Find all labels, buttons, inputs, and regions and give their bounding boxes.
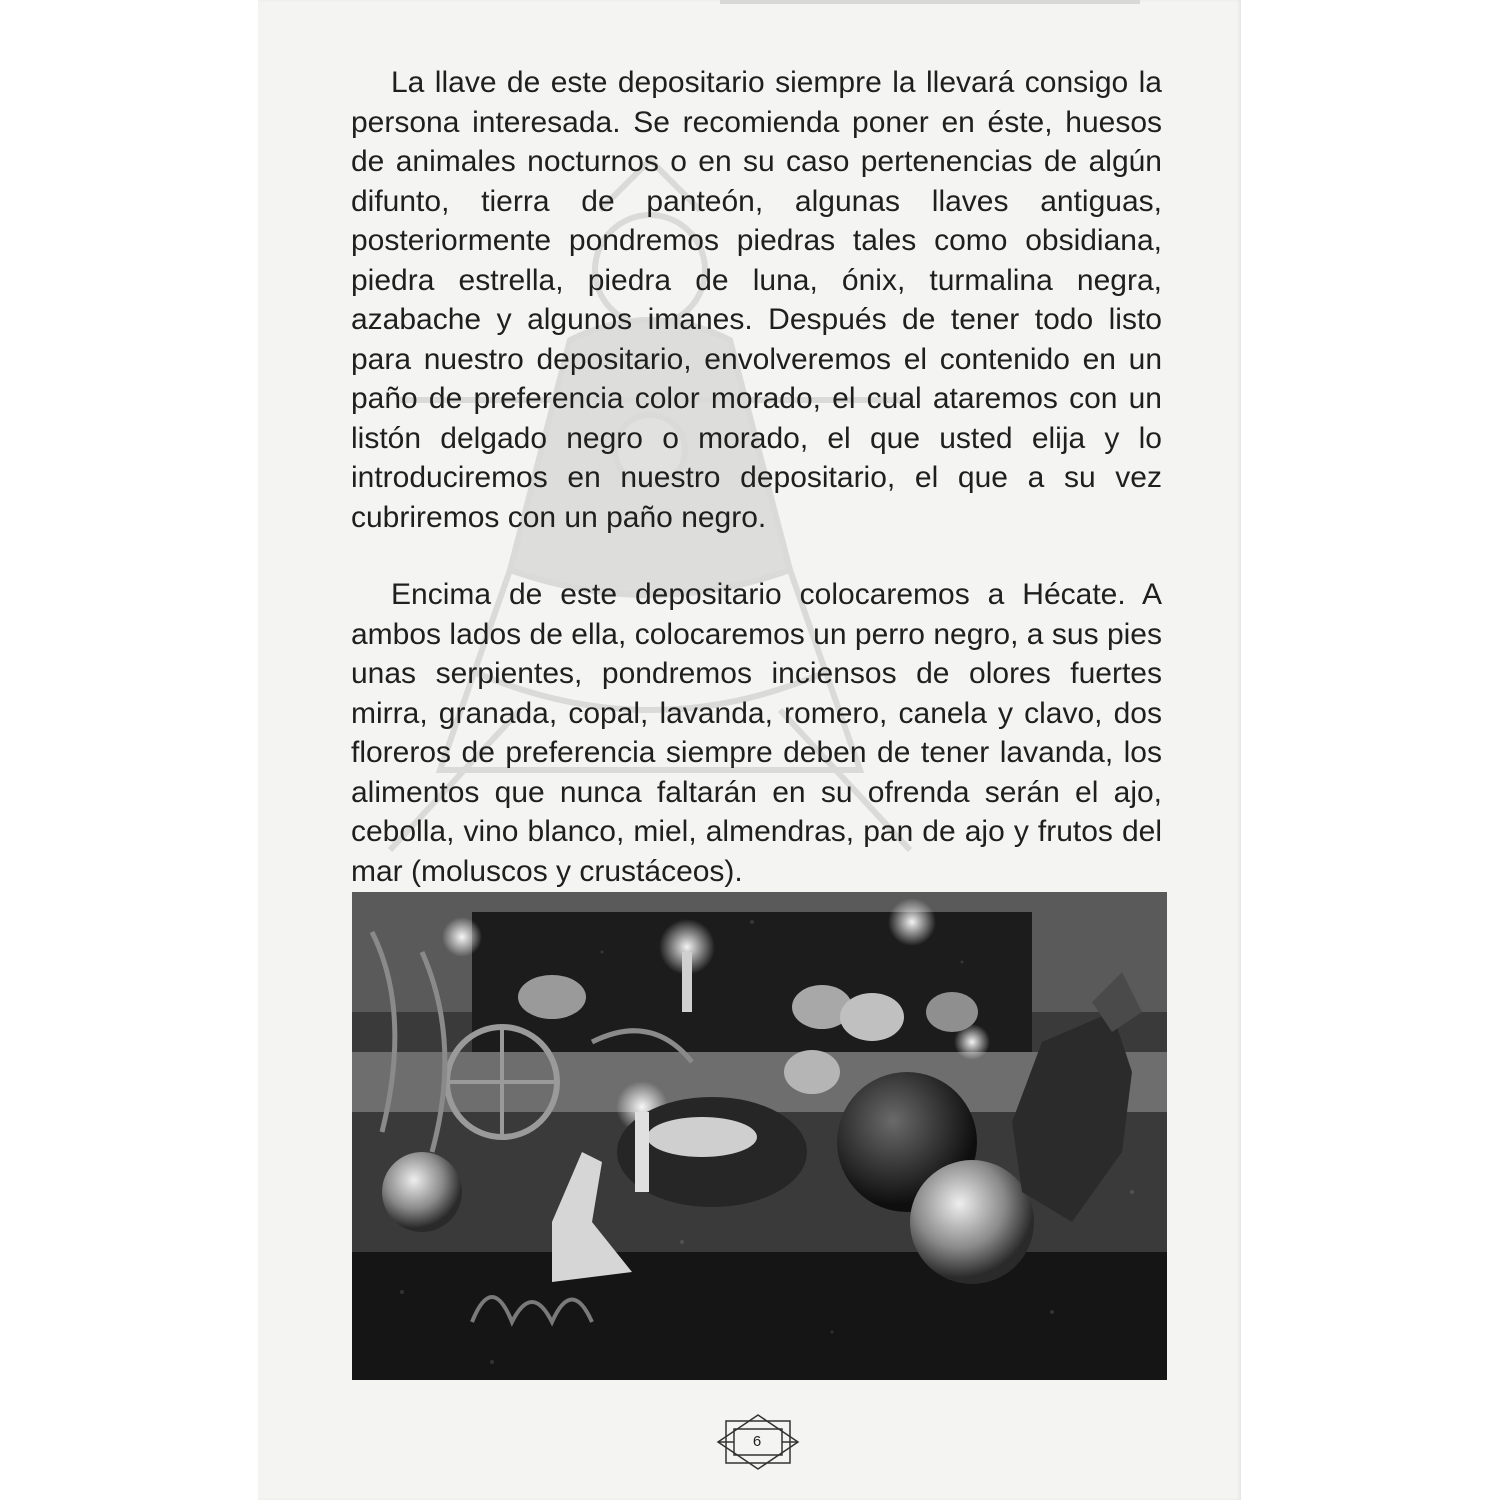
scan-edge-mark bbox=[720, 0, 1140, 4]
body-paragraph-2: Encima de este depositario colocaremos a Hécate. A ambos lados de ella, colocaremos un perro negro, a sus pies unas serpientes, pondremos inciensos de olores fuertes mirra, granada, copal, lavanda, romero, canela y clavo, dos floreros de preferencia siempre deben de tener lavanda, los alimentos que nunca faltarán en su ofrenda serán el ajo, cebolla, vino blanco, miel, almendras, pan de ajo y frutos del mar (moluscos y crustáceos). bbox=[351, 578, 1162, 888]
altar-photo bbox=[352, 892, 1167, 1380]
page-number: 6 bbox=[752, 1433, 762, 1450]
body-paragraph-1: La llave de este depositario siempre la llevará consigo la persona interesada. Se recomienda poner en éste, huesos de animales nocturnos o en su caso pertenencias de algún difunto, tierra de panteón, algunas llaves antiguas, posteriormente pondremos piedras tales como obsidiana, piedra estrella, piedra de luna, ónix, turmalina negra, azabache y algunos imanes. Después de tener todo listo para nuestro depositario, envolveremos el contenido en un paño de preferencia color morado, el cual ataremos con un listón delgado negro o morado, el que usted elija y lo introduciremos en nuestro depositario, el que a su vez cubriremos con un paño negro. bbox=[351, 66, 1162, 534]
